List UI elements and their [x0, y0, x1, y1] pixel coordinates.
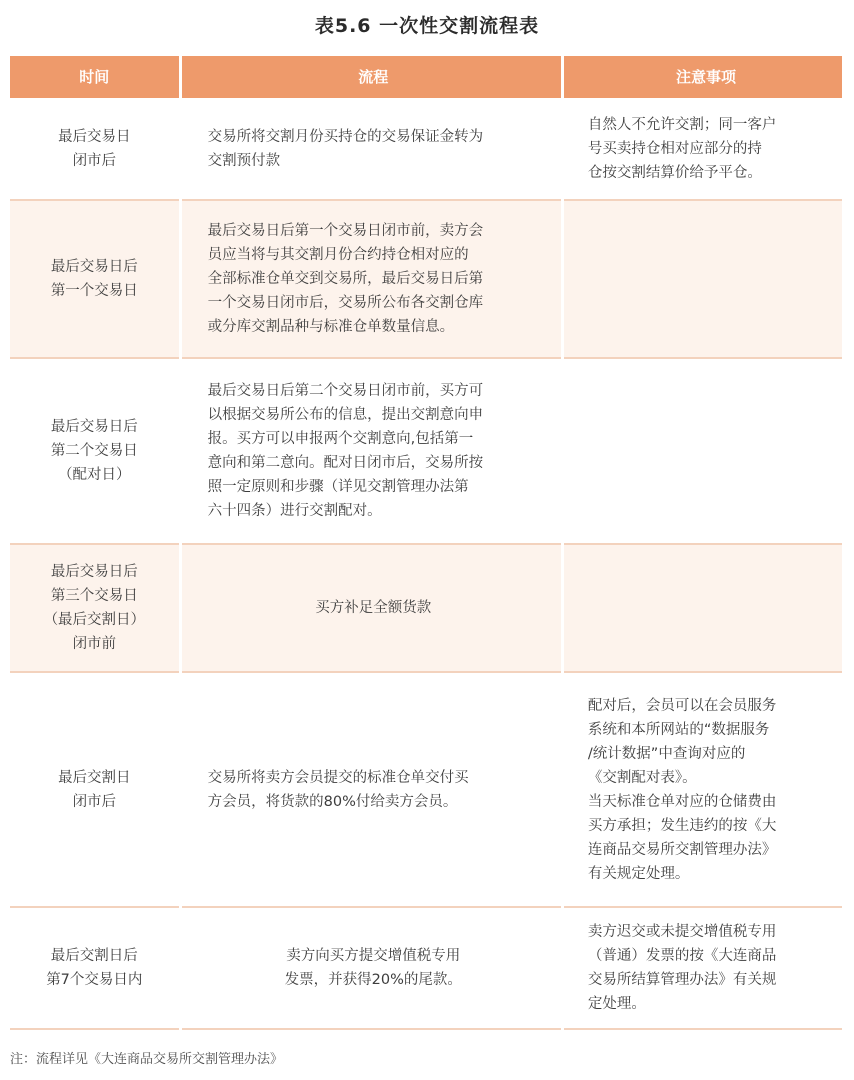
table-row [10, 908, 842, 1030]
time-cell [10, 359, 179, 545]
table-row [10, 201, 842, 359]
table-row [10, 359, 842, 545]
process-text: 卖方向买方提交增值税专用 发票，并获得20%的尾款。 [284, 948, 462, 988]
time-text: 最后交易日后 第一个交易日 [50, 259, 138, 299]
header-notes: 注意事项 [564, 56, 842, 98]
table-title: 表5.6 一次性交割流程表 [314, 15, 540, 37]
footnote: 注：流程详见《大连商品交易所交割管理办法》 [10, 1052, 284, 1067]
process-cell [182, 908, 561, 1030]
process-text: 买方补足全额货款 [315, 600, 432, 616]
process-text: 交易所将卖方会员提交的标准仓单交付买 方会员，将货款的80%付给卖方会员。 [207, 769, 469, 810]
table-row [10, 545, 842, 673]
notes-cell [564, 545, 842, 673]
time-cell [10, 201, 179, 359]
header-process: 流程 [182, 56, 561, 98]
time-cell [10, 545, 179, 673]
process-text: 最后交易日后第二个交易日闭市前，买方可 以根据交易所公布的信息，提出交割意向申 报。买方可以申报两个交割意向,包括第一 意向和第二意向。配对日闭市后，交易所按 照一定原则和步骤（详见交割管理办法第 六十四条）进行交割配对。 [207, 383, 484, 519]
time-text: 最后交割日后 第7个交易日内 [46, 948, 143, 988]
process-cell [182, 359, 561, 545]
time-text: 最后交易日后 第二个交易日 （配对日） [50, 419, 138, 483]
table-row [10, 673, 842, 908]
header-time: 时间 [10, 56, 179, 98]
notes-cell [564, 673, 842, 908]
notes-text: 自然人不允许交割；同一客户 号买卖持仓相对应部分的持 仓按交割结算价给予平仓。 [587, 116, 777, 181]
notes-cell [564, 359, 842, 545]
table-row [10, 98, 842, 201]
time-cell [10, 98, 179, 201]
notes-text: 配对后，会员可以在会员服务 系统和本所网站的“数据服务 /统计数据”中查询对应的 《交割配对表》。 当天标准仓单对应的仓储费由 买方承担；发生违约的按《大 连商品交易所交割管理办法》 有关规定处理。 [587, 697, 777, 882]
notes-cell [564, 98, 842, 201]
process-cell [182, 201, 561, 359]
time-cell [10, 673, 179, 908]
process-cell [182, 98, 561, 201]
process-text: 最后交易日后第一个交易日闭市前，卖方会 员应当将与其交割月份合约持仓相对应的 全部标准仓单交到交易所，最后交易日后第 一个交易日闭市后，交易所公布各交割仓库 或分库交割品种与标准仓单数量信息。 [207, 223, 484, 335]
time-text: 最后交易日后 第三个交易日 （最后交割日） 闭市前 [43, 564, 146, 652]
notes-text: 卖方迟交或未提交增值税专用 （普通）发票的按《大连商品 交易所结算管理办法》有关规 定处理。 [587, 924, 777, 1012]
process-cell [182, 545, 561, 673]
process-text: 交易所将交割月份买持仓的交易保证金转为 交割预付款 [207, 128, 484, 169]
time-cell [10, 908, 179, 1030]
notes-cell [564, 908, 842, 1030]
delivery-process-table [10, 56, 842, 1030]
notes-cell [564, 201, 842, 359]
table-header-row [10, 56, 842, 98]
time-text: 最后交易日 闭市后 [58, 128, 131, 169]
time-text: 最后交割日 闭市后 [58, 769, 131, 810]
process-cell [182, 673, 561, 908]
